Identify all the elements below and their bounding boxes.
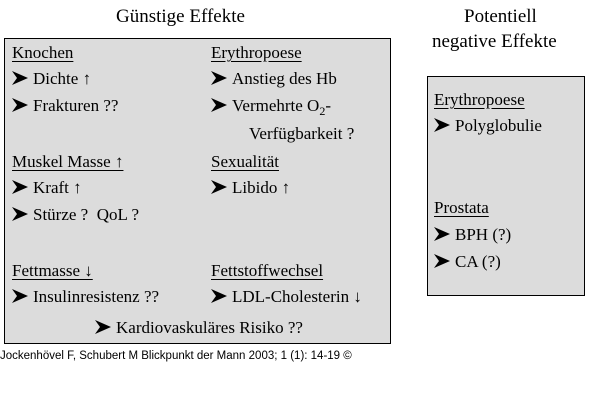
item-insulinresistenz-label: Insulinresistenz ?? [33,287,160,306]
item-ldl-cholesterin [211,287,362,307]
item-verfuegbarkeit: Verfügbarkeit ? [249,124,355,143]
heading-fettmasse: Fettmasse ↓ [12,261,93,280]
heading-sexualitaet: Sexualität [211,152,279,171]
arrow-bullet-icon [434,118,450,132]
item-frakturen-label: Frakturen ?? [33,96,119,115]
arrow-bullet-icon [12,289,28,303]
item-kardiovaskulaeres-risiko [95,318,303,338]
item-libido-label: Libido ↑ [232,178,291,197]
item-frakturen [12,96,118,116]
item-libido [211,178,290,198]
arrow-bullet-icon [12,98,28,112]
item-ca-label: CA (?) [455,252,501,271]
arrow-bullet-icon [434,227,450,241]
arrow-bullet-icon [12,71,28,85]
arrow-bullet-icon [95,320,111,334]
item-ldl-label: LDL-Cholesterin ↓ [232,287,362,306]
item-anstieg-hb [211,69,337,89]
heading-erythropoese-left: Erythropoese [211,43,302,62]
item-vermehrte-subscript: 2 [319,104,326,118]
heading-prostata: Prostata [434,198,489,217]
source-credit: Jockenhövel F, Schubert M Blickpunkt der Mann 2003; 1 (1): 14-19 © [0,350,352,362]
title-negative-line2: negative Effekte [432,31,557,52]
arrow-bullet-icon [12,180,28,194]
arrow-bullet-icon [12,207,28,221]
title-negative-line1: Potentiell [464,6,537,27]
item-kardio-label: Kardiovaskuläres Risiko ?? [116,318,303,337]
item-insulinresistenz [12,287,159,307]
title-favorable-effects: Günstige Effekte [116,6,245,27]
item-kraft-label: Kraft ↑ [33,178,82,197]
item-anstieg-hb-label: Anstieg des Hb [232,69,337,88]
heading-muskel-masse: Muskel Masse ↑ [12,152,124,171]
item-stuerze-qol [12,205,139,225]
item-stuerze-label: Stürze ? QoL ? [33,205,140,224]
item-vermehrte-pre: Vermehrte O [232,96,320,115]
arrow-bullet-icon [211,98,227,112]
item-polyglobulie-label: Polyglobulie [455,116,542,135]
item-polyglobulie [434,116,542,136]
item-bph-label: BPH (?) [455,225,512,244]
item-vermehrte-post: - [325,96,331,115]
item-dichte-label: Dichte ↑ [33,69,92,88]
arrow-bullet-icon [211,71,227,85]
item-kraft [12,178,82,198]
arrow-bullet-icon [211,289,227,303]
item-bph [434,225,511,245]
heading-erythropoese-right: Erythropoese [434,90,525,109]
arrow-bullet-icon [434,254,450,268]
item-dichte [12,69,91,89]
item-vermehrte-o2 [211,96,331,119]
arrow-bullet-icon [211,180,227,194]
heading-fettstoffwechsel: Fettstoffwechsel [211,261,324,280]
item-ca [434,252,501,272]
heading-knochen: Knochen [12,43,74,62]
